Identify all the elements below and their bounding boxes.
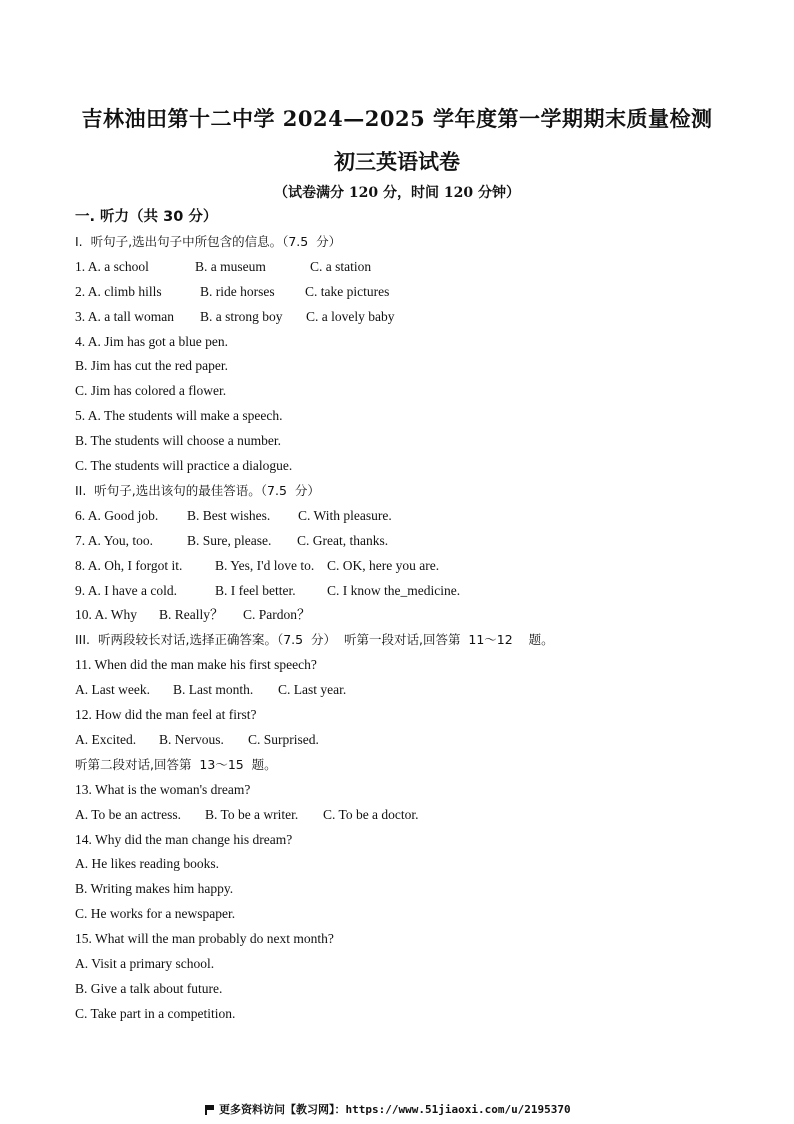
answer-option: 8. A. Oh, I forgot it. xyxy=(75,557,183,573)
answer-option: C. a station xyxy=(310,258,372,274)
section-heading: 一. 听力（共 30 分） xyxy=(75,209,218,225)
answer-option: 7. A. You, too. xyxy=(75,532,154,548)
exam-info-subtitle: （试卷满分 120 分，时间 120 分钟） xyxy=(274,185,520,201)
question-line: B. The students will choose a number. xyxy=(75,433,281,449)
question-line: B. Give a talk about future. xyxy=(75,980,223,996)
exam-subject-title: 初三英语试卷 xyxy=(334,149,460,174)
question-line: 15. What will the man probably do next month? xyxy=(75,931,334,947)
question-line: C. Jim has colored a flower. xyxy=(75,383,227,399)
answer-option: B. I feel better. xyxy=(215,582,296,598)
answer-option: 1. A. a school xyxy=(75,258,149,274)
answer-option: A. Last week. xyxy=(75,682,150,698)
instruction-line: I. 听句子,选出句子中所包含的信息。（7.5 分） xyxy=(75,233,342,249)
answer-option: B. a strong boy xyxy=(200,308,283,324)
answer-option: B. Best wishes. xyxy=(187,507,271,523)
answer-option: B. Yes, I'd love to. xyxy=(215,557,315,573)
instruction-line: III. 听两段较长对话,选择正确答案。（7.5 分） 听第一段对话,回答第 11～12 题。 xyxy=(75,632,554,648)
instruction-line: II. 听句子,选出该句的最佳答语。（7.5 分） xyxy=(75,482,320,498)
question-line: A. He likes reading books. xyxy=(75,856,219,872)
answer-option: 3. A. a tall woman xyxy=(75,308,174,324)
answer-option: C. With pleasure. xyxy=(298,507,392,523)
footer-banner[interactable] xyxy=(205,1101,571,1117)
question-line: 13. What is the woman's dream? xyxy=(75,781,251,797)
question-line: 5. A. The students will make a speech. xyxy=(75,408,283,424)
answer-option: C. I know the_medicine. xyxy=(327,582,461,598)
question-line: 11. When did the man make his first speech? xyxy=(75,657,317,673)
answer-option: B. Last month. xyxy=(173,682,254,698)
question-line: 14. Why did the man change his dream? xyxy=(75,831,293,847)
answer-option: C. Great, thanks. xyxy=(297,532,389,548)
answer-option: C. Pardon？ xyxy=(243,607,311,623)
answer-option: B. Nervous. xyxy=(159,731,224,747)
footer-link-text[interactable]: 更多资料访问【教习网】：https://www.51jiaoxi.com/u/2195370 xyxy=(219,1103,571,1116)
answer-option: 2. A. climb hills xyxy=(75,283,162,299)
answer-option: 6. A. Good job. xyxy=(75,507,159,523)
answer-option: B. Really？ xyxy=(159,607,224,623)
question-line: B. Writing makes him happy. xyxy=(75,881,234,897)
exam-title: 吉林油田第十二中学 2024—2025 学年度第一学期期末质量检测 xyxy=(81,106,713,131)
question-line: 4. A. Jim has got a blue pen. xyxy=(75,333,228,349)
question-line: B. Jim has cut the red paper. xyxy=(75,358,228,374)
answer-option: C. take pictures xyxy=(305,283,390,299)
answer-option: A. Excited. xyxy=(75,731,137,747)
flag-icon xyxy=(205,1105,213,1114)
question-line: 12. How did the man feel at first? xyxy=(75,707,257,722)
answer-option: B. ride horses xyxy=(200,283,275,299)
question-line: A. Visit a primary school. xyxy=(75,956,215,971)
question-line: C. The students will practice a dialogue. xyxy=(75,458,293,473)
answer-option: C. OK, here you are. xyxy=(327,557,440,573)
answer-option: C. Surprised. xyxy=(248,731,319,747)
question-line: C. Take part in a competition. xyxy=(75,1005,236,1021)
answer-option: B. To be a writer. xyxy=(205,806,299,822)
question-line: C. He works for a newspaper. xyxy=(75,906,236,922)
answer-option: C. a lovely baby xyxy=(306,308,395,324)
answer-option: C. Last year. xyxy=(278,682,347,698)
answer-option: B. a museum xyxy=(195,258,266,274)
answer-option: A. To be an actress. xyxy=(75,806,182,822)
answer-option: C. To be a doctor. xyxy=(323,806,419,822)
answer-option: B. Sure, please. xyxy=(187,532,272,548)
answer-option: 9. A. I have a cold. xyxy=(75,582,177,598)
answer-option: 10. A. Why xyxy=(75,607,138,623)
instruction-line: 听第二段对话,回答第 13～15 题。 xyxy=(75,756,277,772)
